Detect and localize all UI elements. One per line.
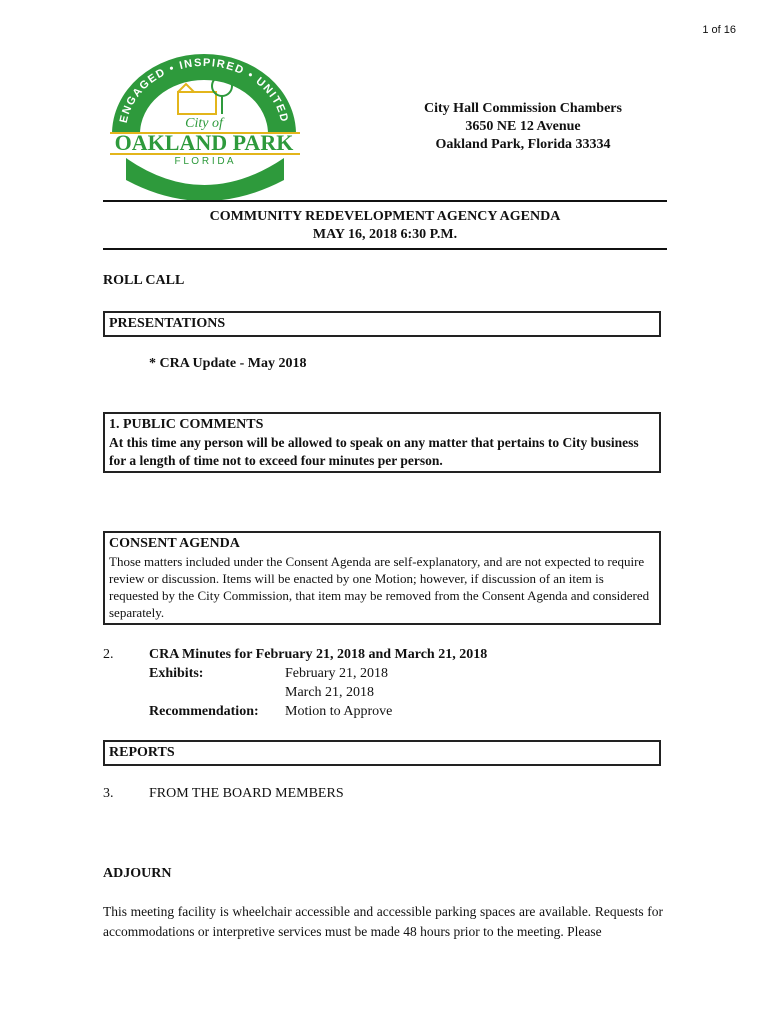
agenda-name: COMMUNITY REDEVELOPMENT AGENCY AGENDA (209, 209, 561, 224)
address-line: Oakland Park, Florida 33334 (435, 137, 611, 152)
svg-text:F L O R I D A: F L O R I D A (174, 156, 234, 167)
svg-text:ENGAGED • INSPIRED • UNITED: ENGAGED • INSPIRED • UNITED (117, 56, 291, 125)
item-title: CRA Minutes for February 21, 2018 and March 21, 2018 (149, 647, 488, 662)
consent-agenda-box (103, 531, 661, 625)
city-logo (104, 52, 304, 200)
svg-text:City of: City of (185, 116, 223, 131)
address-line: City Hall Commission Chambers (424, 101, 622, 116)
exhibit-link[interactable]: March 21, 2018 (285, 685, 375, 700)
reports-box (103, 740, 661, 766)
item-number: 2. (103, 647, 114, 662)
svg-text:A CITY ON THE MOVE: A CITY ON THE MOVE (146, 158, 268, 185)
accessibility-notice: This meeting facility is wheelchair accessible and accessible parking spaces are available. Requests for accommodations or interpretive services must be made 48 hours prior to the meeting. Please (103, 904, 663, 939)
page-number: 1 of 16 (702, 24, 736, 36)
svg-text:OAKLAND PARK: OAKLAND PARK (114, 130, 294, 155)
roll-call-heading: ROLL CALL (103, 273, 185, 288)
address-line: 3650 NE 12 Avenue (465, 119, 581, 134)
agenda-title (103, 208, 667, 244)
presentation-item: * CRA Update - May 2018 (149, 356, 307, 371)
public-comments-text: At this time any person will be allowed to speak on any matter that pertains to City business for a length of time not to exceed four minutes per person. (109, 435, 639, 468)
reports-heading: REPORTS (109, 745, 175, 760)
exhibit-link[interactable]: February 21, 2018 (285, 666, 389, 681)
consent-agenda-text: Those matters included under the Consent Agenda are self-explanatory, and are not expected to require review or discussion. Items will be enacted by one Motion; however, if discussion of an item is requested by the City Commission, that item may be removed from the Consent Agenda and considered separately. (109, 554, 650, 620)
address-block (398, 100, 648, 154)
exhibits-label: Exhibits: (149, 666, 204, 681)
item-title: FROM THE BOARD MEMBERS (149, 786, 344, 801)
public-comments-heading: 1. PUBLIC COMMENTS (109, 417, 264, 432)
recommendation-label: Recommendation: (149, 704, 259, 719)
divider-top (103, 200, 667, 202)
divider-bottom (103, 248, 667, 250)
public-comments-box (103, 412, 661, 473)
item-number: 3. (103, 786, 114, 801)
presentations-heading: PRESENTATIONS (109, 316, 226, 331)
presentations-box (103, 311, 661, 337)
agenda-date: MAY 16, 2018 6:30 P.M. (312, 227, 458, 242)
recommendation-value: Motion to Approve (285, 704, 393, 719)
consent-agenda-heading: CONSENT AGENDA (109, 536, 240, 551)
adjourn-heading: ADJOURN (103, 866, 172, 881)
